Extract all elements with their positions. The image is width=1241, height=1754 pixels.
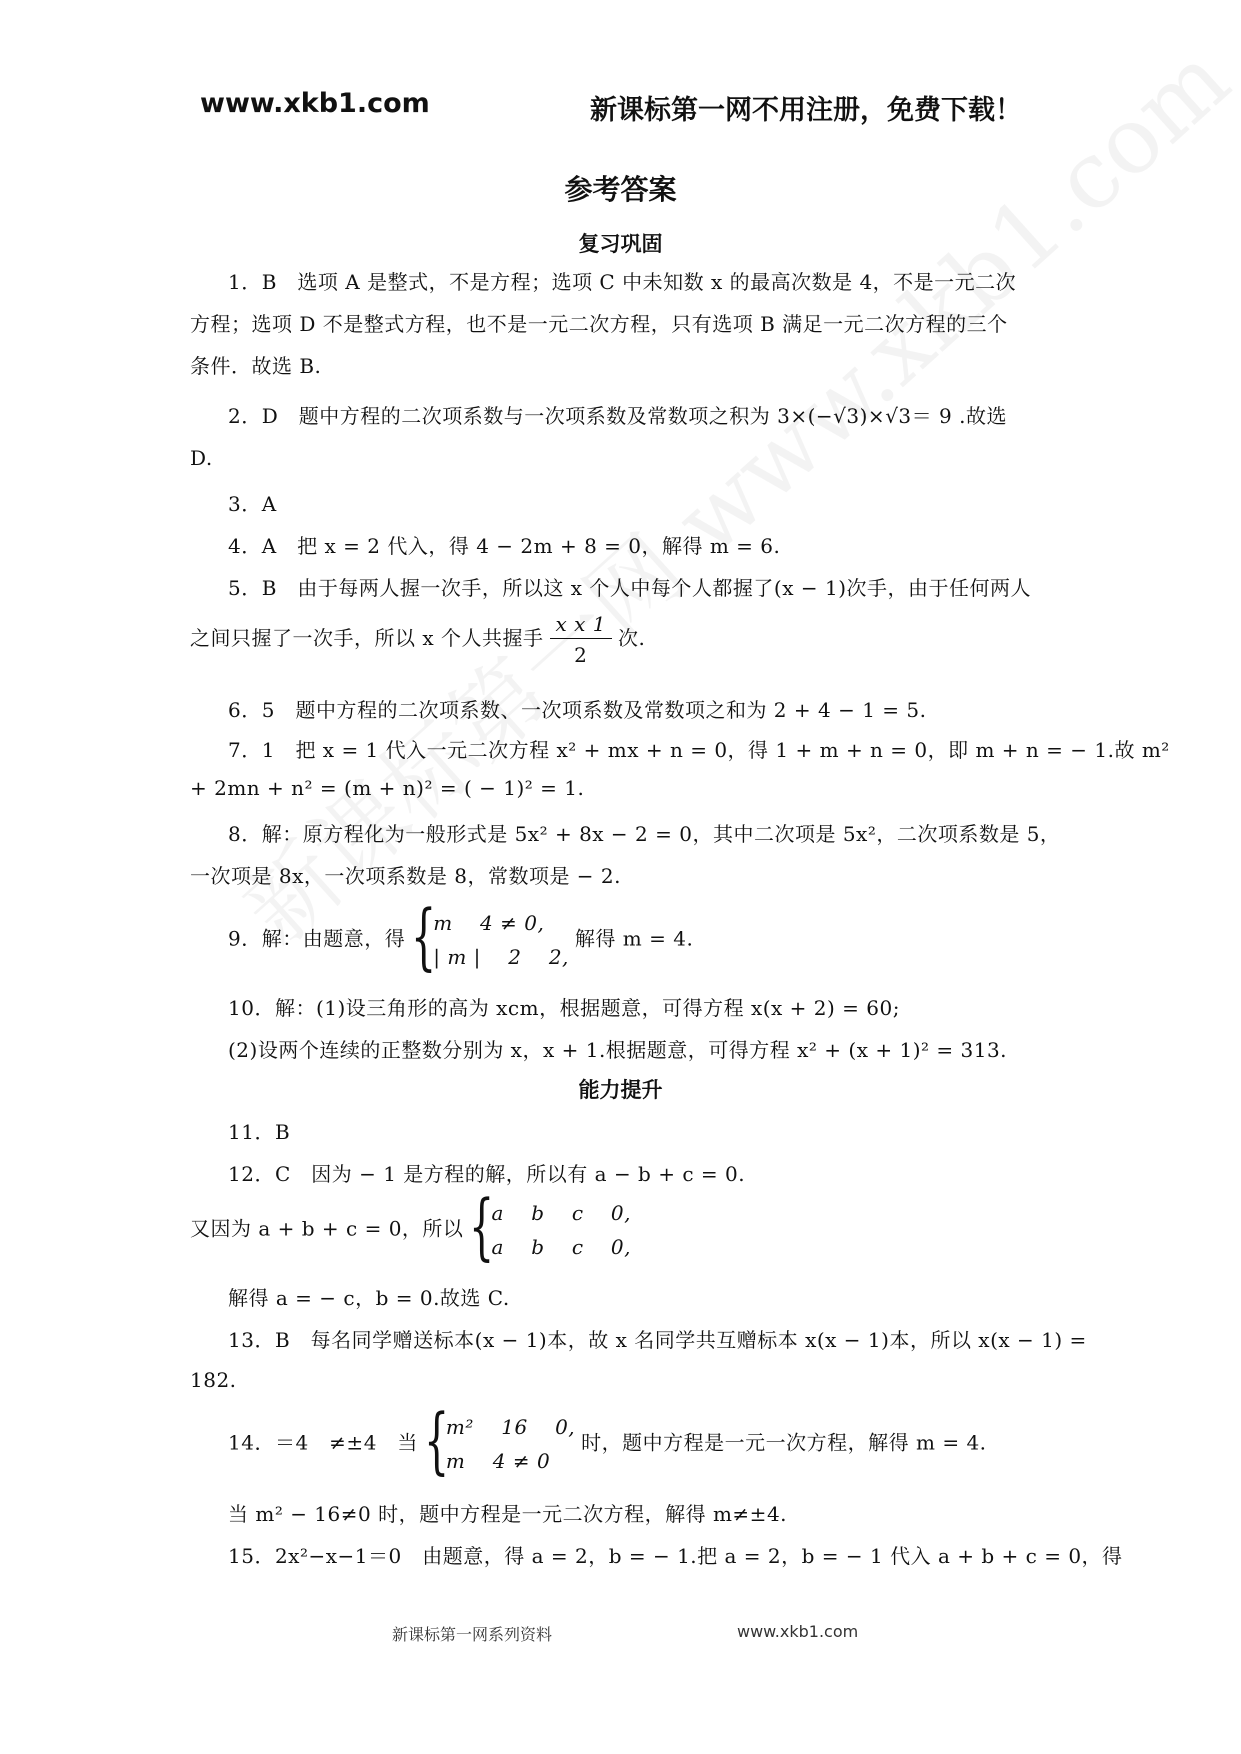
header-site-url: www.xkb1.com [200,88,430,119]
answer-10-line-2: (2)设两个连续的正整数分别为 x，x + 1.根据题意，可得方程 x² + (x + 1)² = 313. [228,1038,1008,1062]
section-heading-review: 复习巩固 [578,231,663,256]
answer-8-line-1: 8．解：原方程化为一般形式是 5x² + 8x − 2 = 0，其中二次项是 5x²，二次项系数是 5， [228,822,1061,846]
system-row: m² 16 0, [445,1415,576,1439]
system-row: a b c 0, [491,1201,632,1225]
answer-13-line-2: 182. [190,1368,237,1392]
footer-series-label: 新课标第一网系列资料 [392,1625,553,1644]
answer-2-line-2: D. [190,446,213,470]
answer-12-line-2 [190,1184,637,1268]
system-row: m 4 ≠ 0 [445,1449,551,1473]
system-row: a b c 0, [491,1235,632,1259]
answer-10-line-1: 10．解：(1)设三角形的高为 xcm，根据题意，可得方程 x(x + 2) = 60; [228,996,900,1020]
page-title: 参考答案 [564,173,677,206]
answer-5-line-2 [190,612,645,667]
answer-12-line-1: 12．C 因为 − 1 是方程的解，所以有 a − b + c = 0. [228,1162,746,1186]
section-heading-ability: 能力提升 [578,1077,663,1102]
answer-5-text-after: 次. [618,626,646,650]
answer-1-line-1: 1．B 选项 A 是整式，不是方程；选项 C 中未知数 x 的最高次数是 4，不是一元二次 [228,270,1017,294]
answer-4: 4．A 把 x = 2 代入，得 4 − 2m + 8 = 0，解得 m = 6. [228,534,781,558]
fraction-denominator: 2 [574,643,588,667]
answer-12-text-before: 又因为 a + b + c = 0，所以 [190,1216,464,1241]
handshake-fraction [550,612,613,667]
answer-9-text-after: 解得 m = 4. [574,926,694,951]
answer-2-line-1: 2．D 题中方程的二次项系数与一次项系数及常数项之积为 3×(−√3)×√3＝ 9 .故选 [228,404,1007,428]
brace-symbol: { [411,894,437,978]
answer-14-line-2: 当 m² − 16≠0 时，题中方程是一元二次方程，解得 m≠±4. [228,1502,788,1526]
answer-15-line-1: 15．2x²−x−1＝0 由题意，得 a = 2，b = − 1.把 a = 2，b = − 1 代入 a + b + c = 0，得 [228,1544,1123,1568]
answer-14-text-after: 时，题中方程是一元一次方程，解得 m = 4. [581,1430,987,1455]
answer-8-line-2: 一次项是 8x，一次项系数是 8，常数项是 − 2. [190,864,621,888]
answer-13-line-1: 13．B 每名同学赠送标本(x − 1)本，故 x 名同学共互赠标本 x(x − 1)本，所以 x(x − 1) = [228,1328,1087,1352]
answer-1-line-3: 条件．故选 B. [190,354,322,378]
system-row: | m | 2 2, [433,945,569,969]
brace-symbol: { [469,1184,495,1268]
answer-9 [228,894,694,978]
answer-5-line-1: 5．B 由于每两人握一次手，所以这 x 个人中每个人都握了(x − 1)次手，由于任何两人 [228,576,1031,600]
answer-9-text-before: 9．解：由题意，得 [228,926,406,951]
answer-1-line-2: 方程；选项 D 不是整式方程，也不是一元二次方程，只有选项 B 满足一元二次方程的三个 [190,312,1008,336]
answer-11: 11．B [228,1120,291,1144]
header-slogan: 新课标第一网不用注册，免费下载！ [590,95,1022,126]
equation-system [423,1398,576,1482]
footer-site-url: www.xkb1.com [737,1622,859,1641]
answer-14-line-1 [228,1398,987,1482]
answer-7-line-1: 7．1 把 x = 1 代入一元二次方程 x² + mx + n = 0，得 1 + m + n = 0，即 m + n = − 1.故 m² [228,738,1170,762]
answer-6: 6．5 题中方程的二次项系数、一次项系数及常数项之和为 2 + 4 − 1 = 5. [228,698,927,722]
equation-system [411,894,569,978]
answer-3: 3．A [228,492,277,516]
fraction-numerator: x x 1 [550,612,613,639]
answer-12-line-3: 解得 a = − c，b = 0.故选 C. [228,1286,510,1310]
answer-5-text-before: 之间只握了一次手，所以 x 个人共握手 [190,626,544,650]
answer-14-text-before: 14．＝4 ≠±4 当 [228,1430,418,1455]
brace-symbol: { [423,1398,450,1482]
system-row: m 4 ≠ 0, [433,911,545,935]
equation-system [469,1184,632,1268]
answer-7-line-2: + 2mn + n² = (m + n)² = ( − 1)² = 1. [190,776,585,800]
